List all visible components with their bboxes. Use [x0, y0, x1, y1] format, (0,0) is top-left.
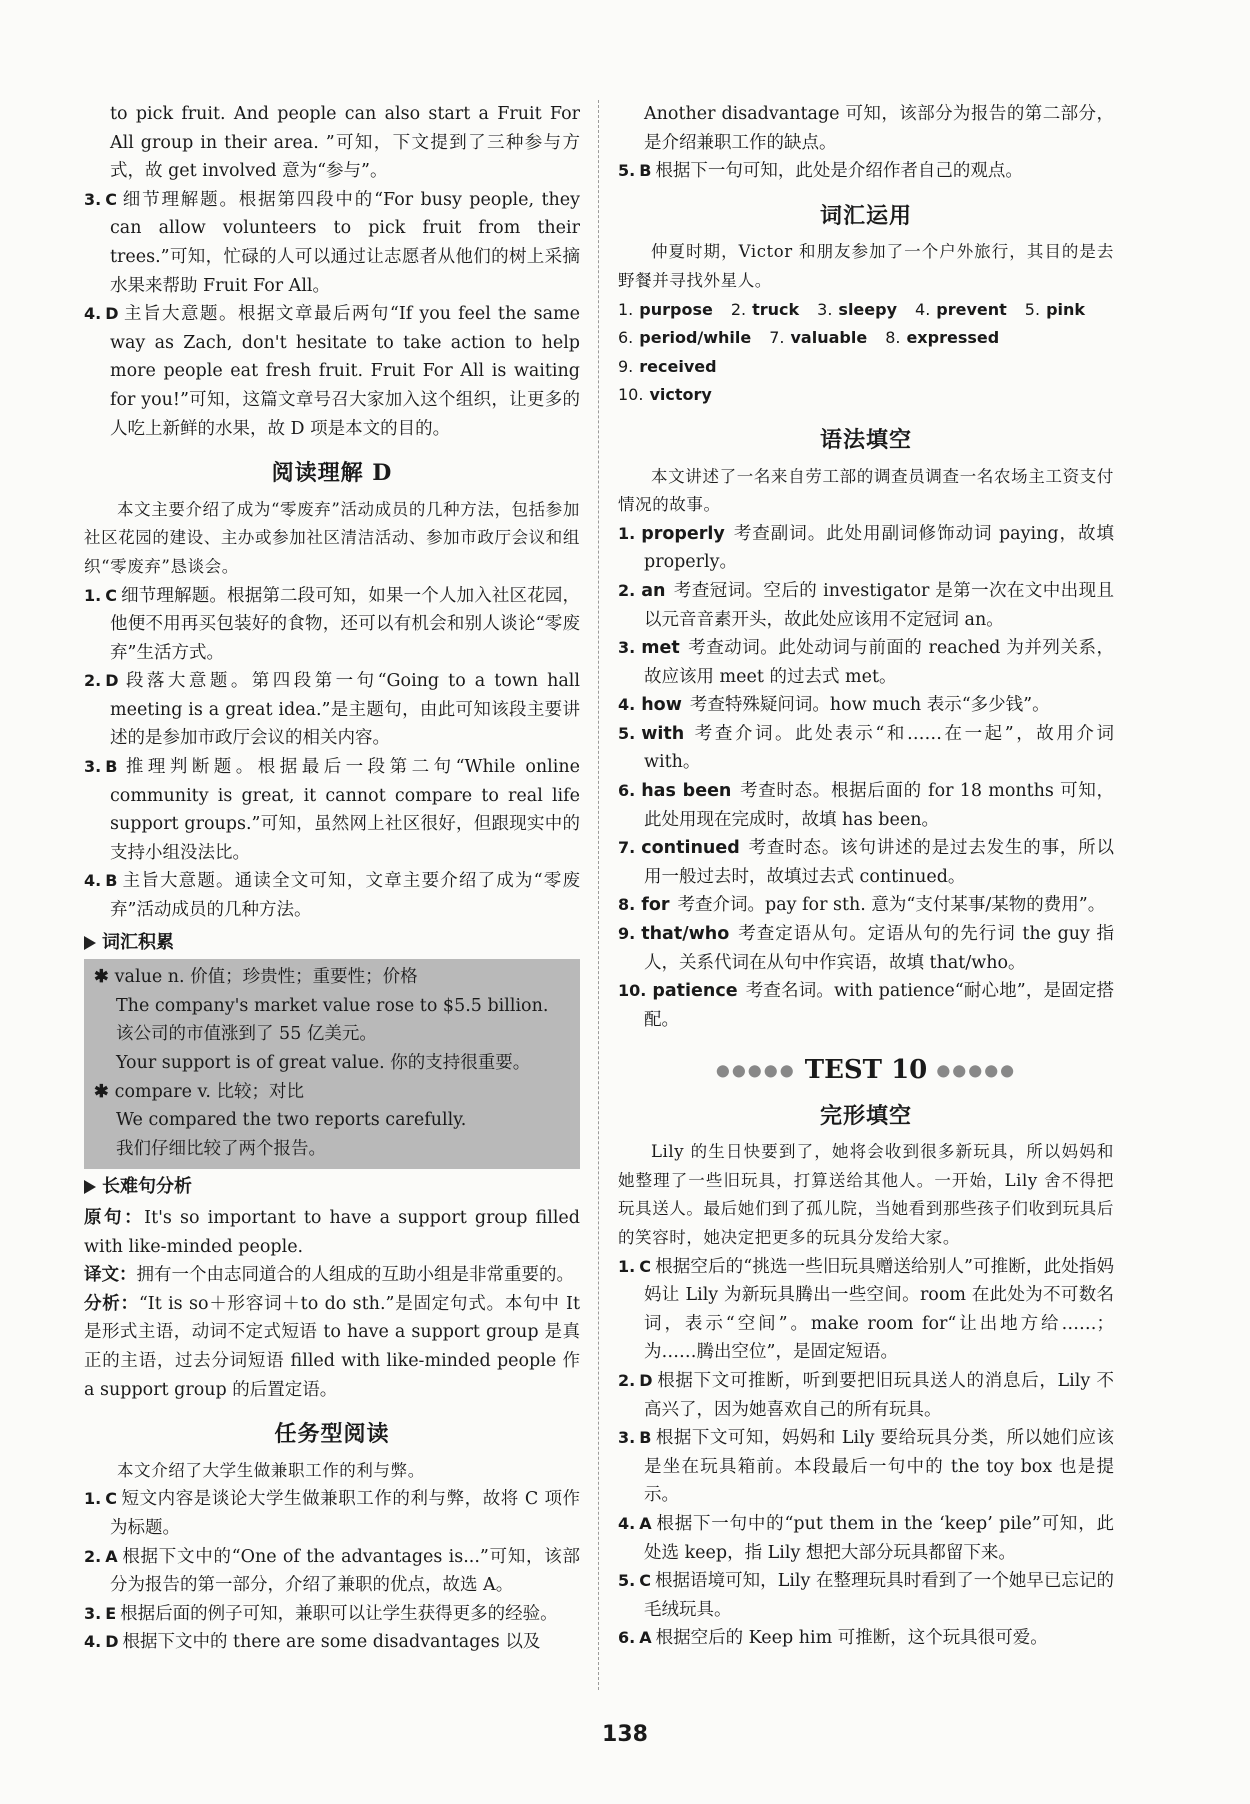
- item-number: 3.: [84, 1603, 102, 1623]
- item-number: 1.: [618, 523, 636, 543]
- explanation: 根据下一句中的“put them in the ‘keep’ pile”可知，此处选 keep，指 Lily 想把大部分玩具都留下来。: [644, 1514, 1114, 1563]
- answer-item: [84, 1628, 580, 1657]
- answer-item: [84, 186, 580, 300]
- explanation: 考查介词。pay for sth. 意为“支付某事/某物的费用”。: [677, 895, 1106, 916]
- item-number: 2.: [84, 1546, 102, 1566]
- answer-word: expressed: [906, 328, 1000, 348]
- translation: 译文：拥有一个由志同道合的人组成的互助小组是非常重要的。: [84, 1265, 574, 1286]
- answer-letter: D: [105, 1632, 119, 1652]
- answer-item: [84, 1485, 580, 1542]
- explanation: 考查定语从句。定语从句的先行词 the guy 指人，关系代词在从句中作宾语，故填 that/who。: [644, 924, 1114, 973]
- answer-word: victory: [649, 385, 712, 405]
- section-intro-grammar: 本文讲述了一名来自劳工部的调查员调查一名农场主工资支付情况的故事。: [618, 466, 1114, 515]
- vocab-box: [84, 959, 580, 1169]
- section-intro-vocab-use: 仲夏时期，Victor 和朋友参加了一个户外旅行，其目的是去野餐并寻找外星人。: [618, 242, 1114, 290]
- vocab-answer: [885, 324, 999, 353]
- grammar-item: [618, 720, 1114, 777]
- item-number: 6.: [618, 1628, 636, 1648]
- explanation: 段落大意题。第四段第一句“Going to a town hall meeting is a great idea.”是主题句，由此可知该段主要讲述的是参加市政厅会议的相关内容。: [110, 671, 580, 749]
- cloze-items: [618, 1253, 1114, 1653]
- item-number: 1.: [618, 1256, 636, 1276]
- answer-item: [84, 1543, 580, 1600]
- vocab-entry-head: [94, 963, 570, 992]
- answer-item: 5. B 根据下一句可知，此处是介绍作者自己的观点。: [618, 161, 1023, 182]
- answer-word: for: [641, 895, 670, 916]
- item-number: 3.: [618, 638, 636, 658]
- answer-item: [84, 753, 580, 867]
- answer-letter: C: [639, 1256, 651, 1276]
- analysis: 分析：“It is so＋形容词＋to do sth.”是固定句式。本句中 It 是形式主语，动词不定式短语 to have a support group 是真正的主语，过去分词短语 filled with like-minded people 作 a support group 的后置定语。: [84, 1293, 580, 1400]
- grammar-item: [618, 777, 1114, 834]
- item-number: 4.: [84, 304, 102, 324]
- answer-letter: C: [105, 1489, 117, 1509]
- grammar-item: [618, 977, 1114, 1034]
- vocab-answer: [618, 324, 751, 353]
- explanation: 主旨大意题。根据文章最后两句“If you feel the same way as Zach, don't hesitate to take action to help more people eat fresh fruit. Fruit For All is waiting for you!”可知，这篇文章号召大家加入这个组织，让更多的人吃上新鲜的水果，故 D 项是本文的目的。: [110, 304, 580, 439]
- explanation: 考查时态。根据后面的 for 18 months 可知，此处用现在完成时，故填 has been。: [644, 781, 1114, 830]
- explanation: 短文内容是谈论大学生做兼职工作的利与弊，故将 C 项作为标题。: [110, 1489, 580, 1538]
- answer-item: [84, 1600, 580, 1629]
- section-title-reading-d: 阅读理解 D: [271, 460, 393, 487]
- answer-item: [618, 1367, 1114, 1424]
- item-number: 4.: [618, 695, 636, 715]
- explanation: 根据空后的“挑选一些旧玩具赠送给别人”可推断，此处指妈妈让 Lily 为新玩具腾出一些空间。room 在此处为不可数名词，表示“空间”。make room for“让出地方给……；为……腾出空位”，是固定短语。: [644, 1256, 1114, 1363]
- task-items: [84, 1485, 580, 1657]
- explanation: 考查副词。此处用副词修饰动词 paying，故填 properly。: [644, 523, 1114, 573]
- vocab-example: Your support is of great value. 你的支持很重要。: [116, 1053, 531, 1073]
- continued-paragraph: to pick fruit. And people can also start a Fruit For All group in their area. ”可知，下文提到了三种参与方式，故 get involved 意为“参与”。: [110, 104, 580, 182]
- grammar-item: [618, 520, 1114, 577]
- item-number: 4.: [84, 871, 102, 891]
- section-title-task-reading: 任务型阅读: [274, 1421, 390, 1448]
- item-number: 3.: [84, 189, 102, 209]
- vocab-answer: [1025, 296, 1085, 325]
- explanation: 考查冠词。空后的 investigator 是第一次在文中出现且以元音音素开头，故此处应该用不定冠词 an。: [644, 580, 1114, 630]
- explanation: 主旨大意题。通读全文可知，文章主要介绍了成为“零废弃”活动成员的几种方法。: [110, 871, 580, 921]
- answer-letter: D: [105, 671, 119, 691]
- vocab-answer: [731, 296, 799, 325]
- triangle-icon: [84, 1180, 96, 1194]
- test-title: ●●●●● TEST 10 ●●●●●: [715, 1055, 1017, 1086]
- grammar-item: [618, 634, 1114, 691]
- answer-letter: D: [639, 1371, 653, 1391]
- item-number: 1.: [84, 585, 102, 605]
- vocab-answer: [915, 296, 1007, 325]
- answer-item: [84, 300, 580, 443]
- vocab-answers: [618, 296, 1114, 410]
- item-number: 9.: [618, 356, 634, 376]
- vocab-answer: [769, 324, 867, 353]
- continued-paragraph-right: Another disadvantage 可知，该部分为报告的第二部分，是介绍兼职工作的缺点。: [644, 104, 1114, 153]
- item-number: 3.: [817, 299, 833, 319]
- answer-letter: C: [639, 1571, 651, 1591]
- reading-d-items: [84, 582, 580, 925]
- column-divider: [598, 100, 599, 1690]
- answer-item: [84, 582, 580, 668]
- answer-word: period/while: [639, 328, 752, 348]
- left-top-items: [84, 186, 580, 443]
- explanation: 根据下文可推断，听到要把旧玩具送人的消息后，Lily 不高兴了，因为她喜欢自己的所有玩具。: [644, 1371, 1114, 1420]
- vocab-headword: compare v. 比较；对比: [114, 1081, 304, 1102]
- vocab-example: 我们仔细比较了两个报告。: [116, 1138, 326, 1159]
- item-number: 10.: [618, 981, 647, 1001]
- explanation: 根据下文可知，妈妈和 Lily 要给玩具分类，所以她们应该是坐在玩具箱前。本段最后一句中的 the toy box 也是提示。: [644, 1428, 1114, 1506]
- item-number: 2.: [618, 580, 636, 600]
- explanation: 推理判断题。根据最后一段第二句“While online community is great, it cannot compare to real life support groups.”可知，虽然网上社区很好，但跟现实中的支持小组没法比。: [110, 757, 580, 863]
- item-number: 4.: [84, 1632, 102, 1652]
- item-number: 1.: [618, 299, 634, 319]
- vocab-answer: [618, 353, 717, 382]
- item-number: 8.: [618, 895, 636, 915]
- item-number: 2.: [618, 1371, 636, 1391]
- section-title-cloze: 完形填空: [819, 1102, 912, 1129]
- vocab-answer: [817, 296, 897, 325]
- item-number: 2.: [730, 299, 747, 319]
- item-number: 4.: [618, 1514, 636, 1534]
- explanation: 考查特殊疑问词。how much 表示“多少钱”。: [689, 695, 1050, 716]
- answer-item: [618, 1567, 1114, 1624]
- item-number: 2.: [84, 671, 102, 691]
- answer-word: received: [639, 356, 717, 376]
- answer-word: purpose: [639, 299, 713, 319]
- answer-letter: B: [639, 1428, 652, 1448]
- answer-letter: E: [105, 1603, 117, 1623]
- answer-word: sleepy: [838, 299, 898, 319]
- answer-word: that/who: [641, 924, 730, 945]
- item-number: 3.: [618, 1428, 636, 1448]
- item-number: 6.: [618, 781, 636, 801]
- section-intro-task-reading: 本文介绍了大学生做兼职工作的利与弊。: [117, 1460, 425, 1480]
- explanation: 考查时态。该句讲述的是过去发生的事，所以用一般过去时，故填过去式 continued。: [644, 838, 1114, 887]
- explanation: 细节理解题。根据第四段中的“For busy people, they can allow volunteers to pick fruit from their trees.”可知，忙碌的人可以通过让志愿者从他们的树上采摘水果来帮助 Fruit For All。: [110, 189, 580, 296]
- explanation: 根据下文中的“One of the advantages is...”可知，该部分为报告的第一部分，介绍了兼职的优点，故选 A。: [110, 1546, 580, 1596]
- long-sentence-heading: 长难句分析: [84, 1173, 580, 1202]
- item-number: 7.: [618, 838, 636, 858]
- triangle-icon: [84, 936, 96, 950]
- answer-word: prevent: [936, 299, 1007, 319]
- answer-word: has been: [641, 781, 732, 802]
- answer-word: continued: [641, 838, 740, 859]
- answer-word: met: [641, 638, 680, 659]
- item-number: 1.: [84, 1489, 102, 1509]
- vocab-answer: [618, 296, 713, 325]
- answer-letter: A: [105, 1546, 118, 1566]
- grammar-item: [618, 891, 1114, 920]
- grammar-item: [618, 834, 1114, 891]
- answer-word: properly: [641, 523, 725, 544]
- item-number: 5.: [618, 1571, 636, 1591]
- answer-word: how: [641, 695, 682, 716]
- item-number: 7.: [769, 328, 785, 348]
- grammar-item: [618, 691, 1114, 720]
- answer-word: pink: [1046, 299, 1086, 319]
- explanation: 考查动词。此处动词与前面的 reached 为并列关系，故应该用 meet 的过去式 met。: [644, 638, 1114, 687]
- vocab-answer: [618, 381, 712, 410]
- explanation: 根据下文中的 there are some disadvantages 以及: [122, 1632, 541, 1653]
- vocab-headword: value n. 价值；珍贵性；重要性；价格: [114, 967, 418, 988]
- explanation: 细节理解题。根据第二段可知，如果一个人加入社区花园，他便不用再买包装好的食物，还可以有机会和别人谈论“零废弃”生活方式。: [110, 585, 580, 663]
- explanation: 考查名词。with patience“耐心地”，是固定搭配。: [644, 981, 1114, 1030]
- answer-item: [84, 667, 580, 753]
- answer-item: [618, 1624, 1114, 1653]
- explanation: 考查介词。此处表示“和……在一起”，故用介词 with。: [644, 723, 1114, 773]
- explanation: 根据语境可知，Lily 在整理玩具时看到了一个她早已忘记的毛绒玩具。: [644, 1571, 1114, 1620]
- answer-word: valuable: [790, 328, 868, 348]
- item-number: 9.: [618, 924, 636, 944]
- vocab-example: The company's market value rose to $5.5 billion.: [116, 995, 549, 1016]
- answer-item: [618, 1510, 1114, 1567]
- item-number: 3.: [84, 757, 102, 777]
- answer-letter: D: [105, 304, 119, 324]
- item-number: 8.: [885, 328, 901, 348]
- original-sentence: 原句：It's so important to have a support group filled with like-minded people.: [84, 1207, 580, 1257]
- grammar-items: [618, 520, 1114, 1035]
- vocab-example: We compared the two reports carefully.: [116, 1110, 467, 1131]
- answer-item: [618, 1253, 1114, 1367]
- answer-item: [84, 867, 580, 924]
- answer-word: truck: [752, 299, 800, 319]
- answer-letter: A: [639, 1514, 652, 1534]
- item-number: 5.: [1024, 299, 1041, 319]
- answer-letter: C: [105, 585, 117, 605]
- section-intro-reading-d: 本文主要介绍了成为“零废弃”活动成员的几种方法，包括参加社区花园的建设、主办或参加社区清洁活动、参加市政厅会议和组织“零废弃”恳谈会。: [84, 499, 580, 576]
- asterisk-icon: ✱: [94, 1081, 109, 1102]
- section-title-grammar: 语法填空: [819, 426, 912, 453]
- left-column: [84, 100, 580, 1657]
- vocab-accumulation-heading: 词汇积累: [84, 929, 580, 958]
- item-number: 10.: [618, 385, 644, 405]
- answer-letter: B: [105, 871, 118, 891]
- answer-word: an: [641, 580, 666, 601]
- grammar-item: [618, 577, 1114, 634]
- item-number: 4.: [915, 299, 931, 319]
- item-number: 6.: [618, 328, 634, 348]
- grammar-item: [618, 920, 1114, 977]
- asterisk-icon: ✱: [94, 967, 109, 988]
- section-intro-cloze: Lily 的生日快要到了，她将会收到很多新玩具，所以妈妈和她整理了一些旧玩具，打算送给其他人。一开始，Lily 舍不得把玩具送人。最后她们到了孤儿院，当她看到那些孩子们收到玩具后的笑容时，她决定把更多的玩具分发给大家。: [618, 1142, 1114, 1248]
- page-number: 138: [602, 1722, 648, 1747]
- vocab-entry-head: [94, 1078, 570, 1107]
- explanation: 根据空后的 Keep him 可推断，这个玩具很可爱。: [655, 1628, 1048, 1649]
- answer-letter: C: [105, 189, 117, 209]
- explanation: 根据后面的例子可知，兼职可以让学生获得更多的经验。: [120, 1603, 558, 1624]
- answer-word: patience: [652, 981, 738, 1002]
- right-column: [618, 100, 1114, 1653]
- answer-item: [618, 1424, 1114, 1510]
- vocab-example: 该公司的市值涨到了 55 亿美元。: [116, 1024, 377, 1045]
- item-number: 5.: [618, 723, 636, 743]
- section-title-vocab-use: 词汇运用: [819, 202, 912, 229]
- answer-word: with: [641, 723, 685, 744]
- answer-letter: A: [639, 1628, 652, 1648]
- answer-letter: B: [105, 757, 118, 777]
